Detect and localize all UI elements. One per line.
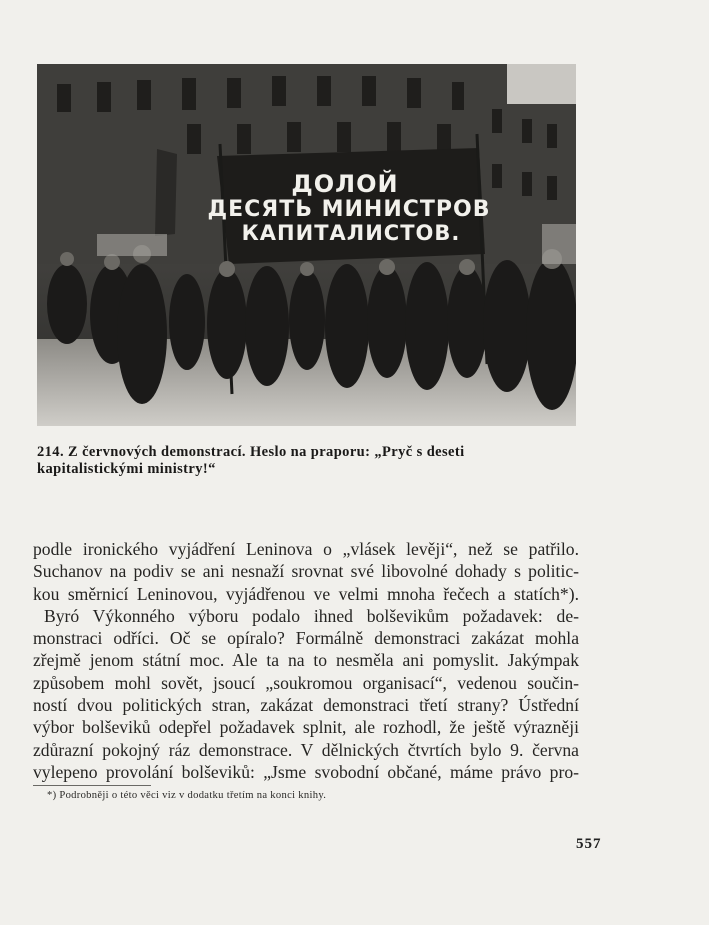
body-line: monstraci odříci. Oč se opíralo? Formálně demonstraci zakázat mohla: [33, 628, 579, 649]
body-line: kou směrnicí Leninovou, vyjádřenou ve velmi mnoha řečech a statích*).: [33, 583, 579, 604]
body-line: ností dvou politických stran, zakázat demonstraci třetí strany? Ústřední: [33, 695, 579, 716]
demonstration-photo: [37, 64, 576, 426]
caption-line-2: kapitalistickými ministry!“: [37, 461, 216, 477]
banner-line-2: ДЕСЯТЬ МИНИСТРОВ: [207, 197, 491, 222]
page-number: 557: [576, 836, 602, 852]
body-text: [33, 538, 579, 783]
body-line: vylepeno provolání bolševiků: „Jsme svobodní občané, máme právo pro-: [33, 761, 579, 782]
caption-line-1: 214. Z červnových demonstrací. Heslo na praporu: „Pryč s deseti: [37, 444, 465, 460]
body-line: Byró Výkonného výboru podalo ihned bolševikům požadavek: de-: [44, 605, 579, 626]
banner-line-1: ДОЛОЙ: [291, 170, 399, 198]
footnote: *) Podrobněji o této věci viz v dodatku třetím na konci knihy.: [47, 790, 327, 801]
photo-illustration: [37, 64, 576, 426]
body-line: výbor bolševiků odepřel požadavek splnit, ale rozhodl, že ještě výrazněji: [33, 717, 579, 738]
body-line: podle ironického vyjádření Leninova o „vlásek levěji“, než se patřilo.: [33, 539, 579, 559]
body-line: zřejmě jenom státní moc. Ale ta na to nesměla ani pomyslit. Jakýmpak: [33, 650, 579, 671]
banner-line-3: КАПИТАЛИСТОВ.: [241, 221, 461, 245]
body-line: způsobem mohl sovět, jsoucí „soukromou organisací“, vedenou součin-: [33, 672, 579, 693]
footnote-divider: [33, 785, 151, 786]
body-line: Suchanov na podiv se ani nesnaží srovnat své libovolné dohady s politic-: [33, 561, 579, 582]
body-line: zdůrazní pokojný ráz demonstrace. V dělnických čtvrtích bylo 9. června: [33, 739, 579, 760]
photo-caption: [37, 444, 557, 478]
